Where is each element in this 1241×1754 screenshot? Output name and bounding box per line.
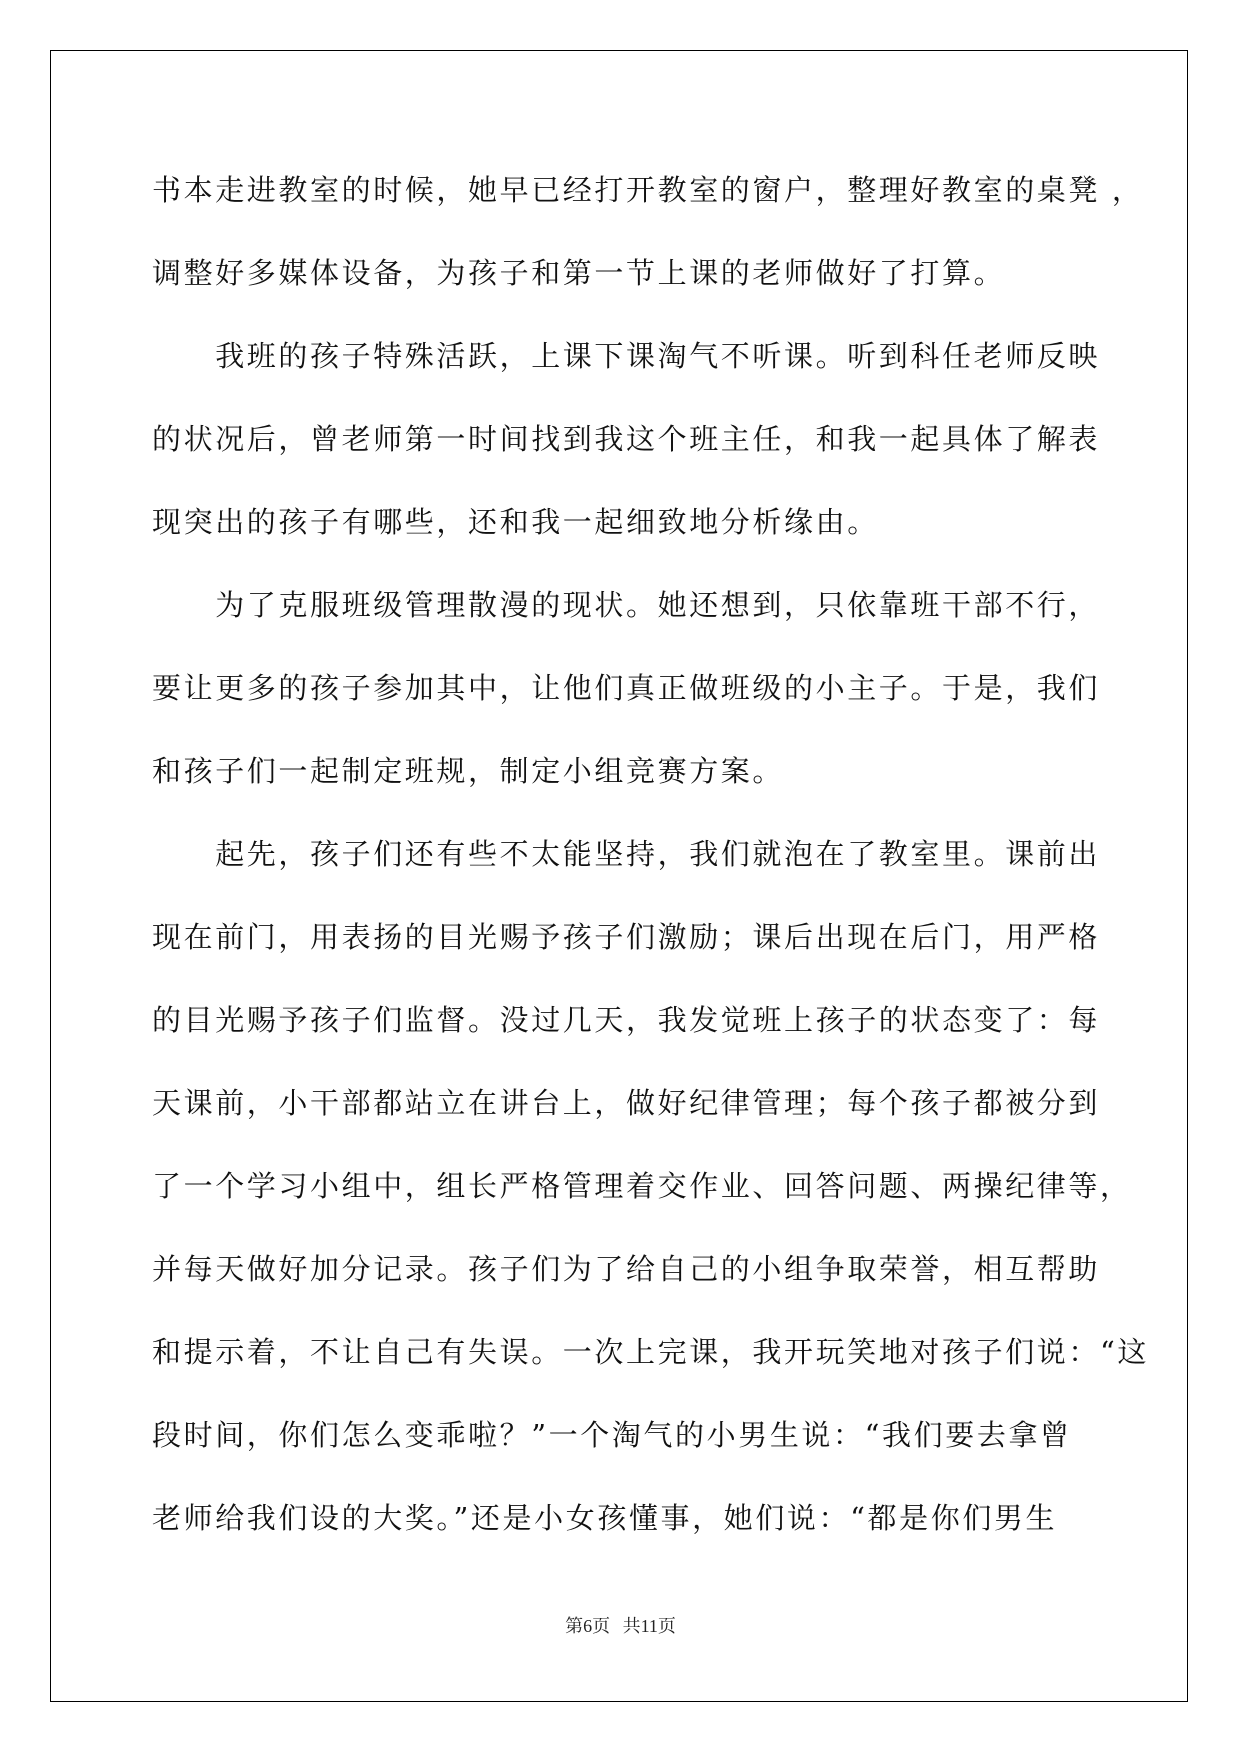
text-line: 了一个学习小组中，组长严格管理着交作业、回答问题、两操纪律等，: [152, 1169, 1132, 1203]
page-footer: [0, 1612, 1241, 1638]
text-line: 的目光赐予孩子们监督。没过几天，我发觉班上孩子的状态变了：每: [152, 1003, 1101, 1037]
text-line: 调整好多媒体设备，为孩子和第一节上课的老师做好了打算。: [152, 256, 1006, 290]
text-line: 要让更多的孩子参加其中，让他们真正做班级的小主子。于是，我们: [152, 671, 1101, 705]
text-line: 我班的孩子特殊活跃，上课下课淘气不听课。听到科任老师反映: [152, 339, 1101, 373]
text-line: 的状况后，曾老师第一时间找到我这个班主任，和我一起具体了解表: [152, 422, 1101, 456]
page-number: 第6页: [565, 1616, 611, 1636]
page-total: 共11页: [622, 1616, 676, 1636]
text-line: 书本走进教室的时候，她早已经打开教室的窗户，整理好教室的桌凳 ，: [152, 173, 1144, 207]
text-line: 段时间，你们怎么变乖啦？”一个淘气的小男生说：“我们要去拿曾: [152, 1418, 1072, 1452]
text-line: 起先，孩子们还有些不太能坚持，我们就泡在了教室里。课前出: [152, 837, 1101, 871]
text-line: 和提示着，不让自己有失误。一次上完课，我开玩笑地对孩子们说：“这: [152, 1335, 1150, 1369]
text-line: 现突出的孩子有哪些，还和我一起细致地分析缘由。: [152, 505, 879, 539]
text-line: 和孩子们一起制定班规，制定小组竞赛方案。: [152, 754, 785, 788]
text-line: 为了克服班级管理散漫的现状。她还想到，只依靠班干部不行，: [152, 588, 1101, 622]
text-line: 并每天做好加分记录。孩子们为了给自己的小组争取荣誉，相互帮助: [152, 1252, 1101, 1286]
text-line: 天课前，小干部都站立在讲台上，做好纪律管理；每个孩子都被分到: [152, 1086, 1101, 1120]
text-line: 老师给我们设的大奖。”还是小女孩懂事，她们说：“都是你们男生: [152, 1501, 1058, 1535]
page-border: [50, 50, 1188, 1702]
text-line: 现在前门，用表扬的目光赐予孩子们激励；课后出现在后门，用严格: [152, 920, 1101, 954]
